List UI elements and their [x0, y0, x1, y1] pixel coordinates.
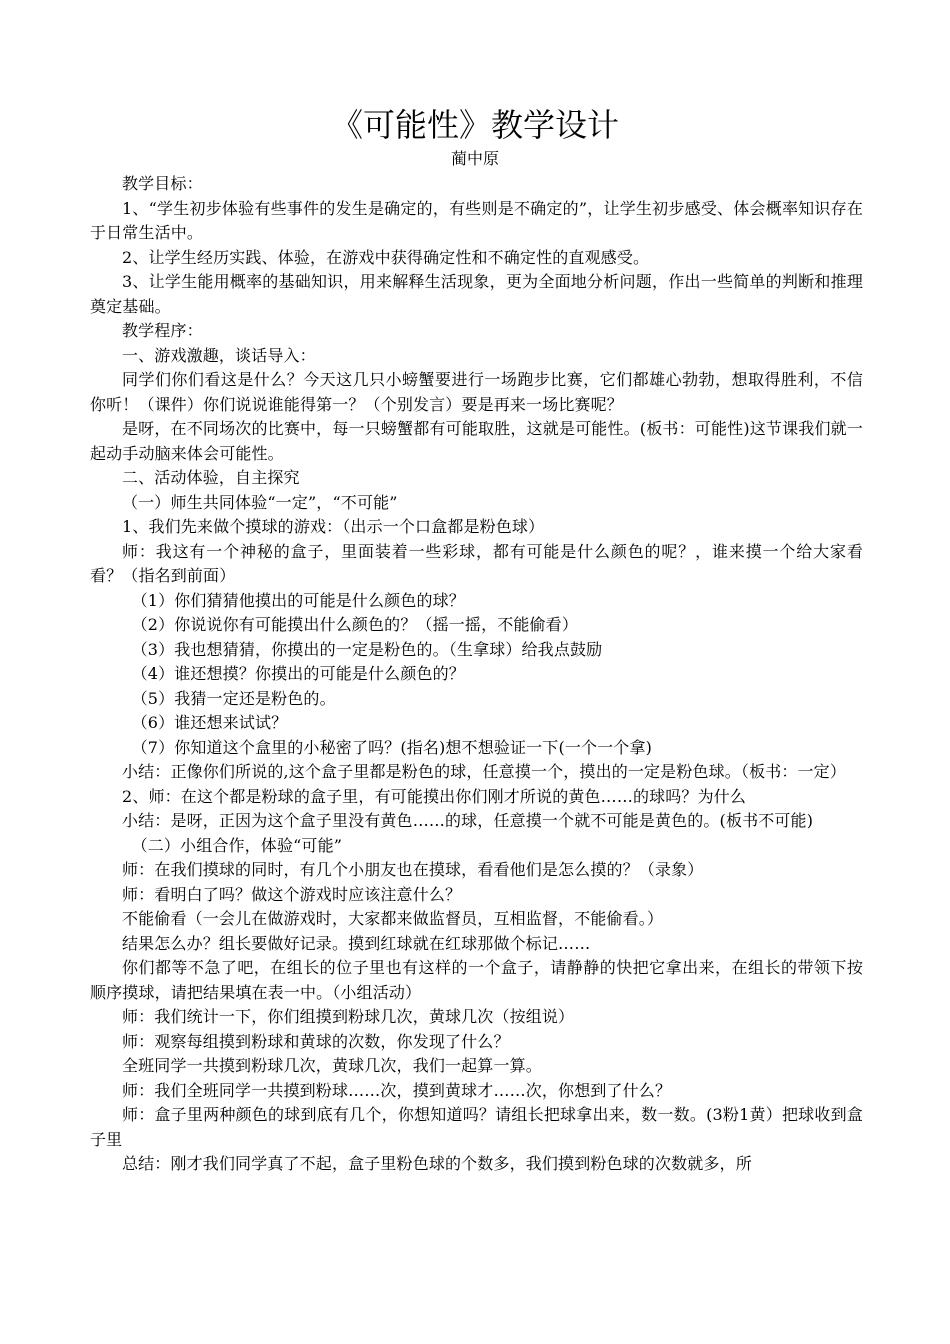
subsection-heading: （二）小组合作，体验“可能” [131, 835, 343, 855]
paragraph: 全班同学一共摸到粉球几次，黄球几次，我们一起算一算。 [122, 1056, 542, 1075]
section-heading: 教学程序： [122, 321, 203, 340]
paragraph: 2、让学生经历实践、体验，在游戏中获得确定性和不确定性的直观感受。 [122, 247, 650, 267]
paragraph: 师：看明白了吗？做这个游戏时应该注意什么？ [122, 884, 462, 904]
subsection-heading: （一）师生共同体验“一定”，“不可能” [122, 492, 398, 512]
list-item: （3）我也想猜猜，你摸出的一定是粉色的。（生拿球）给我点鼓励 [131, 639, 603, 659]
paragraph: 师：观察每组摸到粉球和黄球的次数，你发现了什么？ [122, 1031, 510, 1051]
list-item: （6）谁还想来试试？ [131, 713, 288, 732]
paragraph: 同学们你们看这是什么？今天这几只小螃蟹要进行一场跑步比赛，它们都雄心勃勃，想取得胜利，不信你听！（课件）你们说说谁能得第一？（个别发言）要是再来一场比赛呢？ [90, 370, 863, 414]
list-item: （1）你们猜猜他摸出的可能是什么颜色的球？ [131, 590, 465, 610]
section-heading: 教学目标： [122, 174, 203, 193]
paragraph: 你们都等不急了吧，在组长的位子里也有这样的一个盒子，请静静的快把它拿出来，在组长的带领下按顺序摸球，请把结果填在表一中。（小组活动） [90, 958, 863, 1002]
paragraph: 2、师：在这个都是粉球的盒子里，有可能摸出你们刚才所说的黄色……的球吗？为什么 [122, 786, 747, 806]
document-author: 蔺中原 [450, 149, 499, 168]
list-item: （4）谁还想摸？你摸出的可能是什么颜色的？ [131, 664, 465, 683]
paragraph: 师：我们统计一下，你们组摸到粉球几次，黄球几次（按组说） [122, 1007, 575, 1026]
paragraph: 是呀，在不同场次的比赛中，每一只螃蟹都有可能取胜，这就是可能性。(板书：可能性)这节课我们就一起动手动脑来体会可能性。 [90, 419, 863, 463]
section-heading: 一、游戏激趣，谈话导入： [122, 345, 316, 365]
list-item: （7）你知道这个盒里的小秘密了吗？(指名)想不想验证一下(一个一个拿) [131, 737, 652, 757]
list-item: （2）你说说你有可能摸出什么颜色的？（摇一摇，不能偷看） [131, 615, 578, 634]
list-item: （5）我猜一定还是粉色的。 [131, 688, 336, 708]
paragraph: 师：我们全班同学一共摸到粉球……次，摸到黄球才……次，你想到了什么？ [122, 1080, 672, 1100]
paragraph: 小结：正像你们所说的,这个盒子里都是粉色的球，任意摸一个，摸出的一定是粉色球。（板书：一定） [122, 762, 846, 781]
paragraph: 师：在我们摸球的同时，有几个小朋友也在摸球，看看他们是怎么摸的？（录象） [122, 860, 704, 879]
section-heading: 二、活动体验，自主探究 [122, 468, 300, 487]
paragraph: 1、我们先来做个摸球的游戏：（出示一个口盒都是粉色球） [122, 517, 545, 536]
paragraph: 总结：刚才我们同学真了不起，盒子里粉色球的个数多，我们摸到粉色球的次数就多，所 [122, 1154, 752, 1173]
paragraph: 3、让学生能用概率的基础知识，用来解释生活现象，更为全面地分析问题，作出一些简单的判断和推理奠定基础。 [90, 272, 863, 316]
paragraph: 小结：是呀，正因为这个盒子里没有黄色……的球，任意摸一个就不可能是黄色的。(板书不可能) [122, 811, 814, 830]
paragraph: 不能偷看（一会儿在做游戏时，大家都来做监督员，互相监督，不能偷看。） [122, 909, 664, 928]
paragraph: 师：盒子里两种颜色的球到底有几个，你想知道吗？请组长把球拿出来，数一数。(3粉1黄）把球收到盒子里 [90, 1105, 863, 1149]
paragraph: 师：我这有一个神秘的盒子，里面装着一些彩球，都有可能是什么颜色的呢？，谁来摸一个给大家看看？（指名到前面） [90, 541, 863, 585]
paragraph: 1、“学生初步体验有些事件的发生是确定的，有些则是不确定的”，让学生初步感受、体会概率知识存在于日常生活中。 [90, 198, 863, 242]
paragraph: 结果怎么办？组长要做好记录。摸到红球就在红球那做个标记…… [122, 933, 591, 953]
document-body [90, 172, 863, 1177]
document-title: 《可能性》教学设计 [330, 106, 619, 144]
